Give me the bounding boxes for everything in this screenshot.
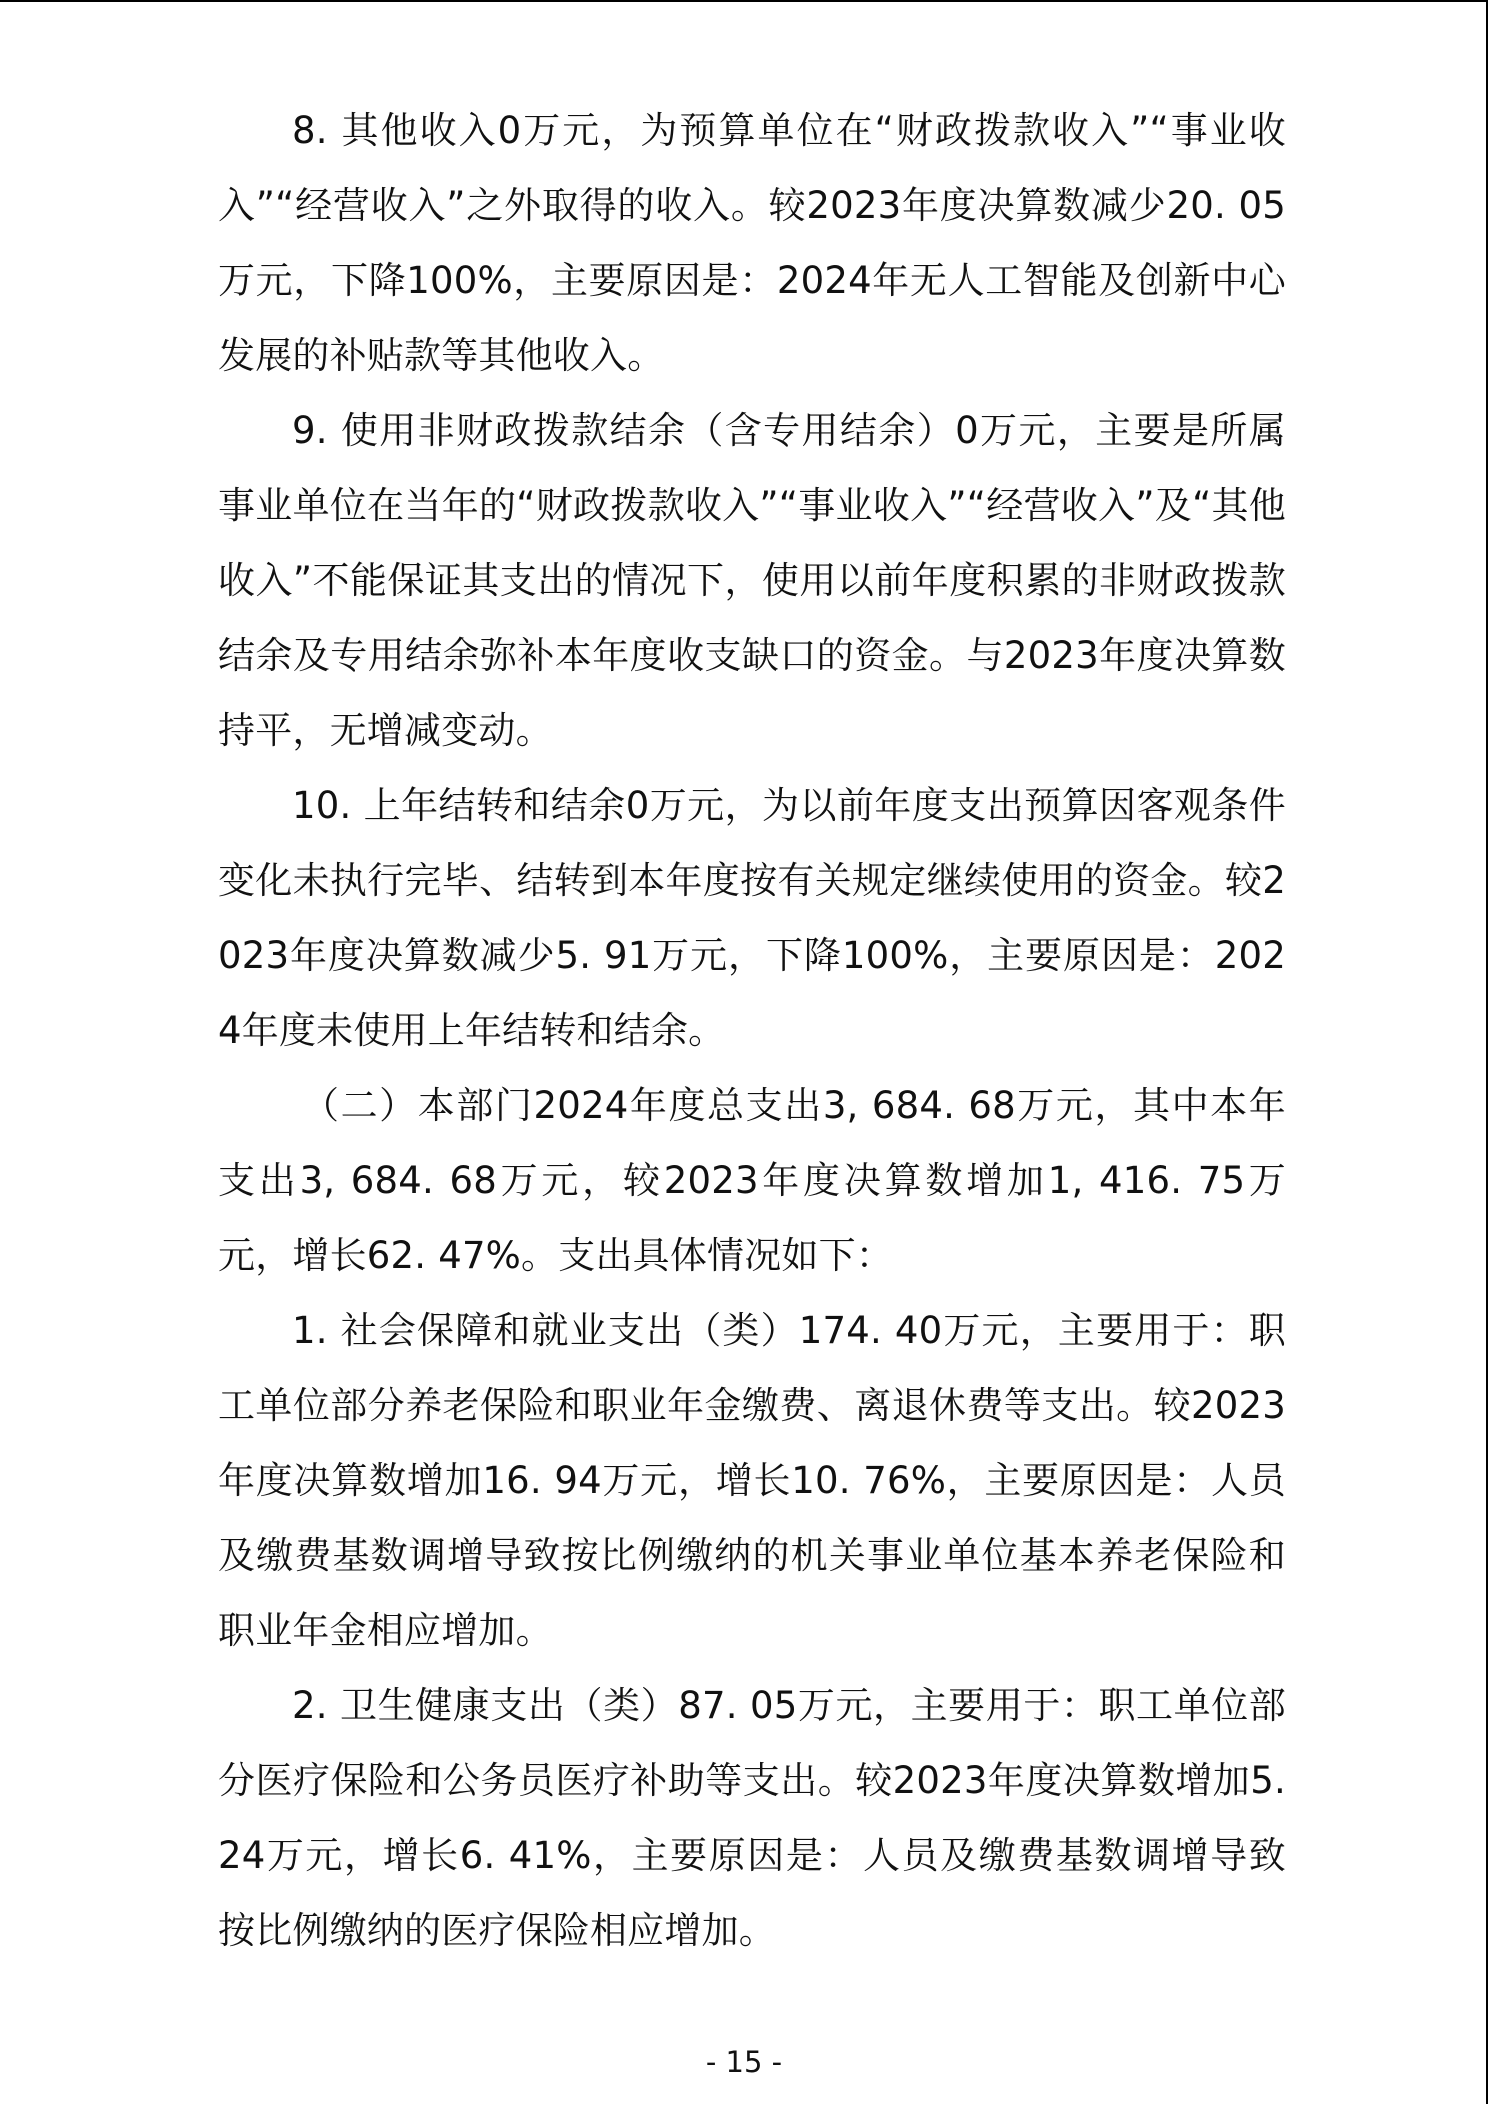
paragraph-non-fiscal-balance: 9. 使用非财政拨款结余（含专用结余）0万元，主要是所属事业单位在当年的“财政拨款收入”“事业收入”“经营收入”及“其他收入”不能保证其支出的情况下，使用以前年度积累的非财政拨款结余及专用结余弥补本年度收支缺口的资金。与2023年度决算数持平，无增减变动。: [218, 409, 1286, 752]
top-border-line: [0, 0, 1488, 2]
document-body: [218, 93, 1286, 1968]
paragraph-social-security-expenditure: 1. 社会保障和就业支出（类）174. 40万元，主要用于：职工单位部分养老保险和职业年金缴费、离退休费等支出。较2023年度决算数增加16. 94万元，增长10. 76%，主要原因是：人员及缴费基数调增导致按比例缴纳的机关事业单位基本养老保险和职业年金相应增加。: [218, 1309, 1286, 1652]
page-number: - 15 -: [705, 2045, 783, 2079]
paragraph-other-income: 8. 其他收入0万元，为预算单位在“财政拨款收入”“事业收入”“经营收入”之外取得的收入。较2023年度决算数减少20. 05万元，下降100%，主要原因是：2024年无人工智能及创新中心发展的补贴款等其他收入。: [218, 109, 1286, 377]
paragraph-total-expenditure: （二）本部门2024年度总支出3, 684. 68万元，其中本年支出3, 684. 68万元，较2023年度决算数增加1, 416. 75万元，增长62. 47%。支出具体情况如下：: [218, 1084, 1286, 1277]
paragraph-health-expenditure: 2. 卫生健康支出（类）87. 05万元，主要用于：职工单位部分医疗保险和公务员医疗补助等支出。较2023年度决算数增加5. 24万元，增长6. 41%，主要原因是：人员及缴费基数调增导致按比例缴纳的医疗保险相应增加。: [218, 1684, 1286, 1952]
paragraph-prior-year-carryover: 10. 上年结转和结余0万元，为以前年度支出预算因客观条件变化未执行完毕、结转到本年度按有关规定继续使用的资金。较2023年度决算数减少5. 91万元，下降100%，主要原因是：2024年度未使用上年结转和结余。: [218, 784, 1286, 1052]
